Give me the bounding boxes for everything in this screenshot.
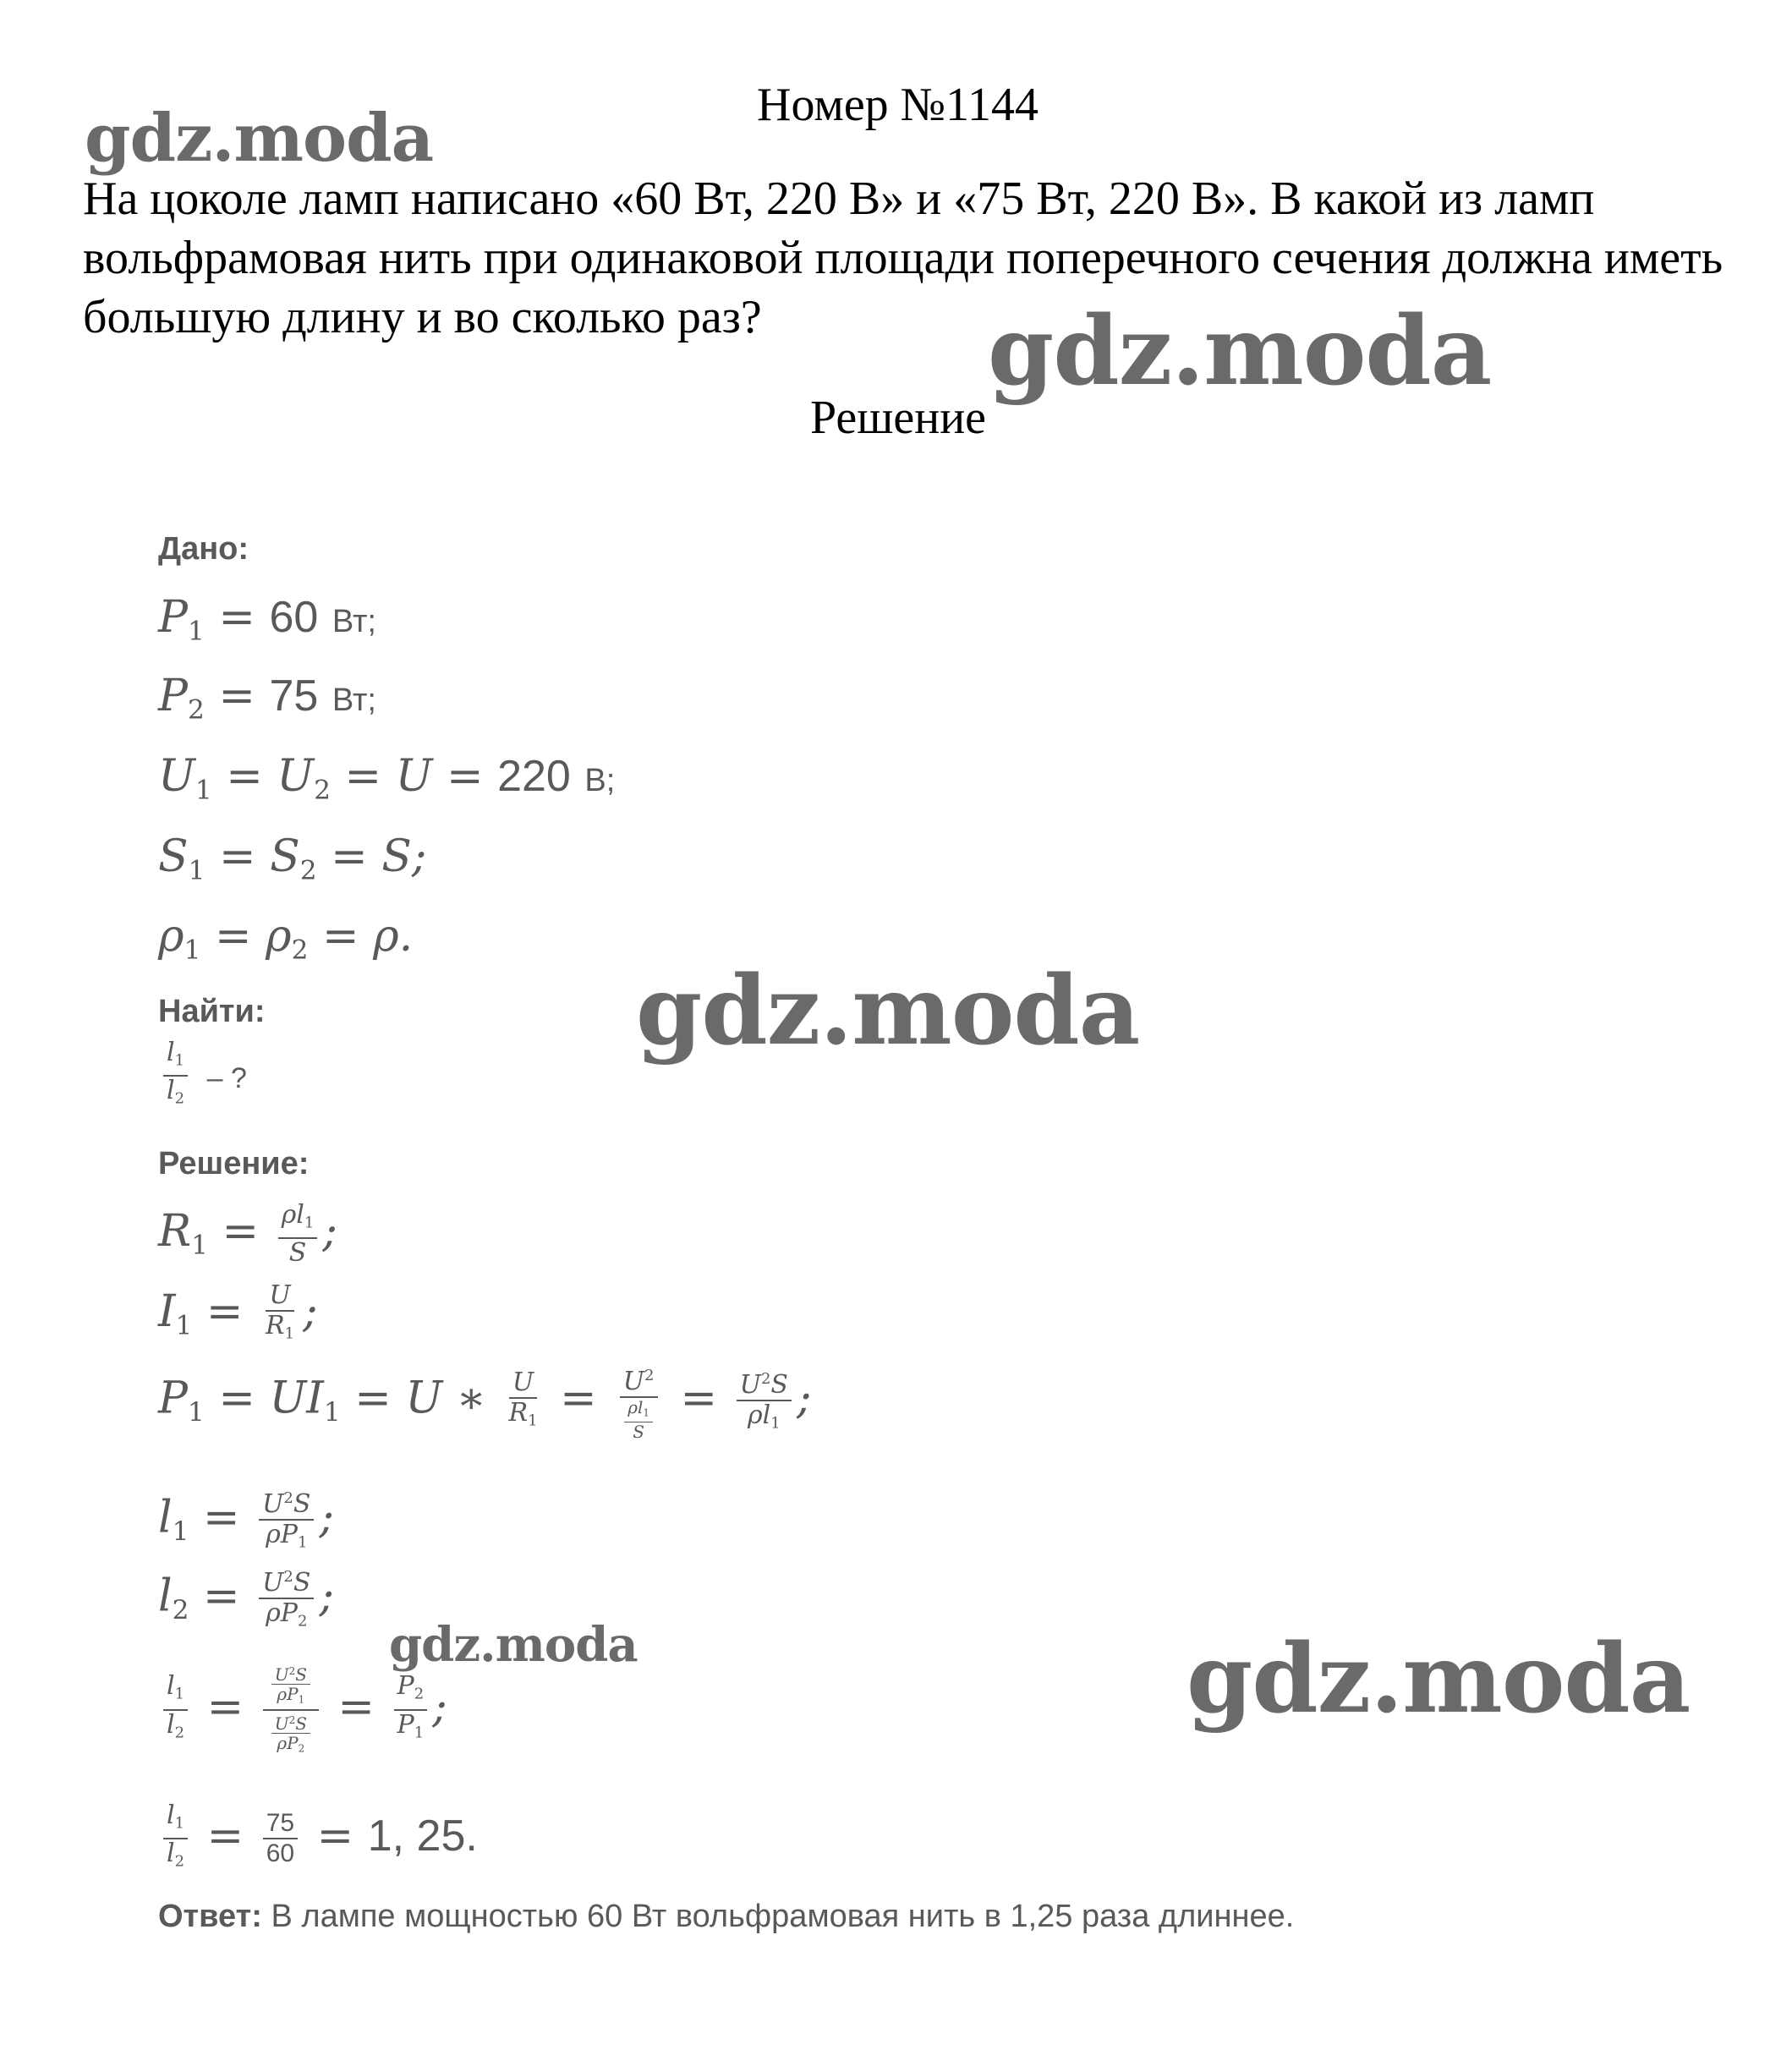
- unit-label: В;: [584, 763, 616, 798]
- given-p1-value: 60: [269, 593, 319, 642]
- formula-l1: $l_1$ = $\frac{U^2S}{\rho P_1}$ ;: [158, 1484, 334, 1557]
- answer-label: Ответ:: [158, 1899, 262, 1934]
- given-u-value: 220: [497, 752, 571, 801]
- result-denominator: 60: [266, 1839, 295, 1868]
- given-resistivity: $\rho_1 = \rho_2 = \rho$.: [158, 911, 414, 966]
- formula-ratio: $\frac{l_1}{l_2}$ = $\frac{\frac{U^2S}{\rho P_1}}{\frac{U^2S}{\rho P_2}}$ = $\frac{P_2}{P_1}$ ;: [158, 1662, 447, 1758]
- answer-text: В лампе мощностью 60 Вт вольфрамовая нить в 1,25 раза длиннее.: [271, 1899, 1295, 1934]
- result-value: 1, 25.: [367, 1811, 478, 1861]
- given-voltage: $U_1 = U_2 = U = 220$ В;: [158, 751, 616, 806]
- formula-result: $\frac{l_1}{l_2}$ = $\frac{75}{60}$ = 1, 25.: [158, 1801, 478, 1877]
- solution-label: Решение:: [158, 1146, 310, 1181]
- watermark-logo: gdz.moda: [988, 296, 1492, 407]
- formula-r1: $R_1$ = $\frac{\rho l_1}{S}$ ;: [158, 1200, 337, 1269]
- given-p2-value: 75: [269, 671, 319, 721]
- watermark-logo: gdz.moda: [1186, 1624, 1691, 1735]
- find-ratio: $\frac{l_1}{l_2}$ – ?: [158, 1039, 247, 1114]
- watermark-logo: gdz.moda: [636, 956, 1140, 1066]
- solution-heading: Решение: [810, 392, 987, 444]
- given-area: $S_1 = S_2 = S$;: [158, 831, 427, 886]
- given-label: Дано:: [158, 531, 249, 567]
- watermark-logo: gdz.moda: [85, 100, 434, 177]
- watermark-logo: gdz.moda: [389, 1617, 638, 1673]
- result-numerator: 75: [263, 1809, 298, 1839]
- page-title: Номер №1144: [757, 79, 1039, 131]
- find-suffix: – ?: [206, 1061, 247, 1094]
- unit-label: Вт;: [332, 682, 376, 718]
- given-p2: $P_2 = 75$ Вт;: [158, 671, 376, 726]
- unit-label: Вт;: [332, 604, 376, 639]
- problem-text: На цоколе ламп написано «60 Вт, 220 В» и «75 Вт, 220 В». В какой из ламп вольфрамовая нить при одинаковой площади поперечного сечения должна иметь большую длину и во сколько раз?: [83, 173, 1723, 343]
- formula-l2: $l_2$ = $\frac{U^2S}{\rho P_2}$ ;: [158, 1563, 334, 1636]
- find-label: Найти:: [158, 994, 266, 1029]
- formula-i1: $I_1$ = $\frac{U}{R_1}$ ;: [158, 1280, 318, 1343]
- given-p1: $P_1 = 60$ Вт;: [158, 592, 376, 647]
- formula-p1: $P_1 = UI_1 = U$ ∗ $\frac{U}{R_1}$ = $\frac{U^2}{\frac{\rho l_1}{S}}$ = $\frac{U^2S}{\rho l_1}$ ;: [158, 1362, 812, 1441]
- answer-line: [158, 1899, 1294, 1935]
